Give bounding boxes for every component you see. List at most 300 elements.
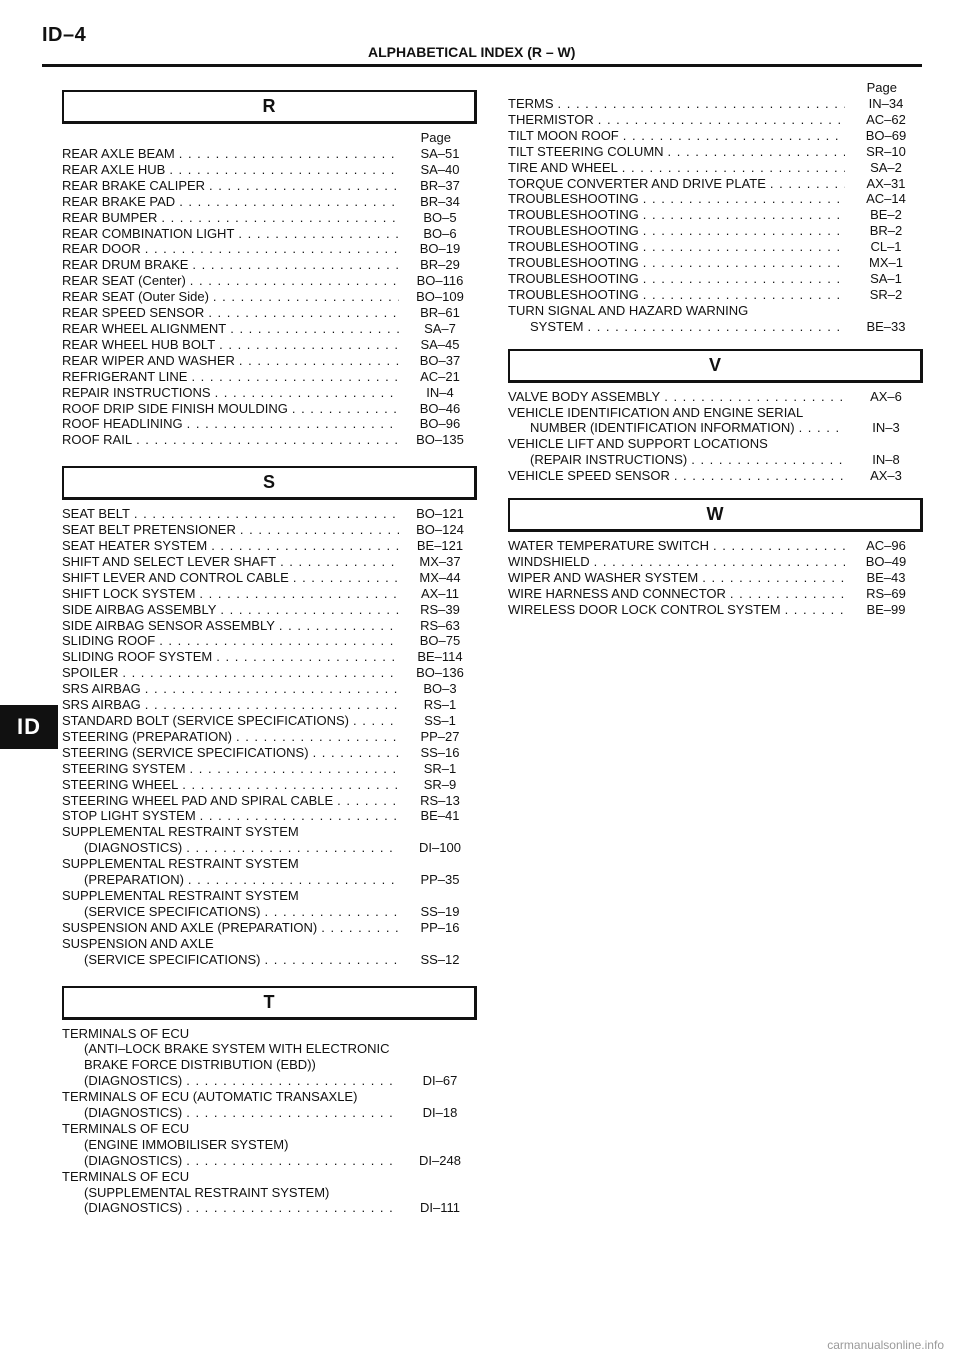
dot-leader xyxy=(134,506,399,522)
index-entry-name: STEERING WHEEL PAD AND SPIRAL CABLE xyxy=(62,792,334,808)
index-entry[interactable] xyxy=(62,618,477,634)
index-entry-page: IN–3 xyxy=(872,420,900,436)
page-title: ALPHABETICAL INDEX (R – W) xyxy=(368,44,576,60)
dot-leader xyxy=(220,602,399,618)
index-entry-name: REAR BRAKE PAD xyxy=(62,193,176,209)
index-entry[interactable] xyxy=(62,793,477,809)
index-entry-name: SLIDING ROOF xyxy=(62,633,156,649)
dot-leader xyxy=(594,554,845,570)
section-w-entries xyxy=(508,538,923,618)
right-column xyxy=(508,80,923,618)
index-entry-name: TORQUE CONVERTER AND DRIVE PLATE xyxy=(508,175,766,191)
index-entry[interactable] xyxy=(508,452,923,468)
index-entry-name: REPAIR INSTRUCTIONS xyxy=(62,384,211,400)
index-entry[interactable] xyxy=(508,176,923,192)
dot-leader xyxy=(190,273,399,289)
index-entry-page: BO–6 xyxy=(423,225,457,241)
dot-leader xyxy=(199,586,399,602)
index-entry-name: SHIFT LEVER AND CONTROL CABLE xyxy=(62,569,289,585)
index-entry[interactable] xyxy=(508,128,923,144)
index-entry-page: SA–1 xyxy=(870,270,902,286)
dot-leader xyxy=(179,146,399,162)
dot-leader xyxy=(702,570,845,586)
index-entry-page: SR–9 xyxy=(423,776,457,792)
index-entry-name: (DIAGNOSTICS) xyxy=(84,1073,183,1089)
dot-leader xyxy=(145,697,399,713)
index-entry[interactable] xyxy=(62,416,477,432)
index-entry-name: (PREPARATION) xyxy=(84,872,184,888)
header-rule xyxy=(42,64,922,67)
dot-leader xyxy=(215,385,399,401)
dot-leader xyxy=(643,207,845,223)
dot-leader xyxy=(182,777,399,793)
index-entry-name: REAR DRUM BRAKE xyxy=(62,257,189,273)
index-entry-name: TROUBLESHOOTING xyxy=(508,255,639,271)
dot-leader xyxy=(211,538,399,554)
index-entry-page: RS–39 xyxy=(420,601,460,617)
index-entry-line: SUPPLEMENTAL RESTRAINT SYSTEM xyxy=(62,824,299,840)
watermark: carmanualsonline.info xyxy=(827,1338,944,1352)
index-entry-line: VEHICLE LIFT AND SUPPORT LOCATIONS xyxy=(508,436,768,452)
dot-leader xyxy=(353,713,399,729)
index-entry[interactable] xyxy=(62,194,477,210)
dot-leader xyxy=(668,144,845,160)
dot-leader xyxy=(643,287,845,303)
index-entry-name: REAR AXLE HUB xyxy=(62,161,166,177)
index-entry[interactable] xyxy=(508,96,923,112)
dot-leader xyxy=(236,729,399,745)
index-entry[interactable] xyxy=(62,226,477,242)
index-entry-page: SR–1 xyxy=(423,760,457,776)
index-entry-name: REAR DOOR xyxy=(62,241,141,257)
dot-leader xyxy=(240,522,399,538)
index-entry-page: BO–109 xyxy=(416,289,464,305)
dot-leader xyxy=(623,128,845,144)
index-entry[interactable] xyxy=(508,112,923,128)
section-t-entries xyxy=(62,1026,477,1217)
index-entry[interactable] xyxy=(62,633,477,649)
dot-leader xyxy=(643,255,845,271)
dot-leader xyxy=(169,162,399,178)
index-entry-page: RS–13 xyxy=(420,792,460,808)
section-r-entries xyxy=(62,146,477,448)
index-entry-name: SRS AIRBAG xyxy=(62,681,141,697)
index-entry-page: DI–248 xyxy=(419,1152,461,1168)
index-entry-line: (ENGINE IMMOBILISER SYSTEM) xyxy=(84,1136,289,1152)
index-entry-line: SUPPLEMENTAL RESTRAINT SYSTEM xyxy=(62,856,299,872)
index-entry-name: REAR BUMPER xyxy=(62,209,158,225)
section-header-v: V xyxy=(508,349,923,383)
dot-leader xyxy=(186,840,399,856)
index-entry[interactable] xyxy=(508,420,923,436)
index-entry-name: SHIFT LOCK SYSTEM xyxy=(62,585,196,601)
index-entry-name: WIRELESS DOOR LOCK CONTROL SYSTEM xyxy=(508,601,781,617)
dot-leader xyxy=(713,538,845,554)
index-entry[interactable] xyxy=(62,729,477,745)
section-header-t: T xyxy=(62,986,477,1020)
index-entry-line: TERMINALS OF ECU xyxy=(62,1120,190,1136)
index-entry-name: SYSTEM xyxy=(530,318,584,334)
index-entry-name: (REPAIR INSTRUCTIONS) xyxy=(530,452,688,468)
index-entry[interactable] xyxy=(508,468,923,484)
index-entry-name: REAR SPEED SENSOR xyxy=(62,305,205,321)
index-entry[interactable] xyxy=(62,665,477,681)
index-entry[interactable] xyxy=(62,1200,477,1216)
dot-leader xyxy=(799,420,845,436)
index-entry-page: BO–135 xyxy=(416,432,464,448)
index-entry[interactable] xyxy=(62,920,477,936)
index-entry-page: AX–3 xyxy=(870,468,902,484)
index-entry-line: SUSPENSION AND AXLE xyxy=(62,935,214,951)
dot-leader xyxy=(643,191,845,207)
index-entry[interactable] xyxy=(62,761,477,777)
dot-leader xyxy=(200,808,399,824)
dot-leader xyxy=(293,570,399,586)
index-entry-name: STEERING SYSTEM xyxy=(62,760,186,776)
index-entry-name: REAR SEAT (Center) xyxy=(62,273,186,289)
index-entry-name: TROUBLESHOOTING xyxy=(508,286,639,302)
index-entry[interactable] xyxy=(62,1073,477,1089)
index-entry-name: NUMBER (IDENTIFICATION INFORMATION) xyxy=(530,420,795,436)
index-entry[interactable] xyxy=(62,178,477,194)
index-entry-line: (ANTI–LOCK BRAKE SYSTEM WITH ELECTRONIC xyxy=(84,1041,390,1057)
dot-leader xyxy=(643,239,845,255)
index-entry-page: AX–6 xyxy=(870,388,902,404)
index-entry-name: REAR AXLE BEAM xyxy=(62,146,175,161)
index-entry[interactable] xyxy=(508,144,923,160)
index-entry-line: TERMINALS OF ECU (AUTOMATIC TRANSAXLE) xyxy=(62,1089,358,1105)
index-entry[interactable] xyxy=(62,273,477,289)
index-entry-page: BO–49 xyxy=(865,553,907,569)
index-entry[interactable] xyxy=(508,223,923,239)
section-v-entries xyxy=(508,389,923,484)
index-entry-line: TURN SIGNAL AND HAZARD WARNING xyxy=(508,302,749,318)
index-entry[interactable] xyxy=(62,713,477,729)
index-entry[interactable] xyxy=(508,538,923,554)
index-entry-name: (DIAGNOSTICS) xyxy=(84,1200,183,1216)
dot-leader xyxy=(186,1200,399,1216)
index-entry-name: STEERING (PREPARATION) xyxy=(62,728,232,744)
dot-leader xyxy=(587,319,845,335)
index-entry-name: SEAT BELT PRETENSIONER xyxy=(62,522,236,538)
dot-leader xyxy=(216,649,399,665)
dot-leader xyxy=(238,226,399,242)
index-entry-page: BR–37 xyxy=(420,177,460,193)
index-entry-name: REAR WHEEL ALIGNMENT xyxy=(62,320,227,336)
index-entry[interactable] xyxy=(62,872,477,888)
index-entry-page: SR–2 xyxy=(869,286,903,302)
index-entry[interactable] xyxy=(508,554,923,570)
index-entry-page: RS–1 xyxy=(423,697,457,713)
index-entry[interactable] xyxy=(62,146,477,162)
index-entry-page: SA–40 xyxy=(420,161,460,177)
index-entry[interactable] xyxy=(62,904,477,920)
index-entry-line: TERMINALS OF ECU xyxy=(62,1025,190,1041)
index-entry-name: SIDE AIRBAG ASSEMBLY xyxy=(62,601,217,617)
dot-leader xyxy=(239,353,399,369)
index-entry-page: BR–34 xyxy=(420,193,460,209)
dot-leader xyxy=(643,271,845,287)
index-entry-page: MX–37 xyxy=(419,553,461,569)
index-entry-page: PP–35 xyxy=(420,872,460,888)
index-entry-page: BE–121 xyxy=(416,538,464,554)
index-entry-name: WIRE HARNESS AND CONNECTOR xyxy=(508,585,726,601)
index-entry-name: STEERING WHEEL xyxy=(62,776,179,792)
index-entry-page: SS–12 xyxy=(420,951,460,967)
index-entry-name: (SERVICE SPECIFICATIONS) xyxy=(84,951,261,967)
section-header-r: R xyxy=(62,90,477,124)
dot-leader xyxy=(179,194,399,210)
index-entry-name: ROOF HEADLINING xyxy=(62,416,183,432)
index-entry-name: VALVE BODY ASSEMBLY xyxy=(508,388,661,404)
index-entry-page: BO–96 xyxy=(419,416,461,432)
index-entry-page: DI–111 xyxy=(420,1200,460,1216)
index-entry-page: SS–19 xyxy=(420,903,460,919)
dot-leader xyxy=(192,257,399,273)
index-entry-line: (SUPPLEMENTAL RESTRAINT SYSTEM) xyxy=(84,1184,330,1200)
dot-leader xyxy=(279,618,399,634)
index-entry[interactable] xyxy=(62,649,477,665)
index-entry-page: BO–19 xyxy=(419,241,461,257)
index-entry[interactable] xyxy=(62,210,477,226)
index-entry[interactable] xyxy=(62,808,477,824)
index-entry-page: DI–100 xyxy=(419,840,461,856)
index-entry-name: TROUBLESHOOTING xyxy=(508,207,639,223)
index-entry-page: DI–67 xyxy=(422,1073,458,1089)
dot-leader xyxy=(213,289,399,305)
index-entry[interactable] xyxy=(508,287,923,303)
index-entry[interactable] xyxy=(62,1153,477,1169)
index-entry-name: SIDE AIRBAG SENSOR ASSEMBLY xyxy=(62,617,275,633)
index-entry-page: SA–7 xyxy=(424,320,456,336)
index-entry-page: PP–27 xyxy=(420,728,460,744)
index-entry-page: AC–96 xyxy=(866,538,906,554)
index-entry[interactable] xyxy=(62,506,477,522)
dot-leader xyxy=(785,602,845,618)
index-entry-page: BE–41 xyxy=(420,808,460,824)
index-entry[interactable] xyxy=(508,160,923,176)
dot-leader xyxy=(313,745,399,761)
index-entry-page: AC–62 xyxy=(866,111,906,127)
index-entry[interactable] xyxy=(62,538,477,554)
index-entry[interactable] xyxy=(508,319,923,335)
dot-leader xyxy=(265,904,400,920)
index-entry[interactable] xyxy=(62,745,477,761)
index-entry-page: BO–3 xyxy=(423,681,457,697)
index-entry-page: BO–136 xyxy=(416,665,464,681)
section-s-entries xyxy=(62,506,477,967)
dot-leader xyxy=(230,321,399,337)
index-entry[interactable] xyxy=(508,586,923,602)
index-entry-page: SA–45 xyxy=(420,336,460,352)
index-entry-name: SLIDING ROOF SYSTEM xyxy=(62,649,213,665)
index-entry-name: ROOF DRIP SIDE FINISH MOULDING xyxy=(62,400,288,416)
section-t-right-entries xyxy=(508,96,923,335)
dot-leader xyxy=(186,1105,399,1121)
index-entry[interactable] xyxy=(62,289,477,305)
index-entry-name: TROUBLESHOOTING xyxy=(508,270,639,286)
index-entry[interactable] xyxy=(508,239,923,255)
index-entry[interactable] xyxy=(62,522,477,538)
index-entry-page: BO–5 xyxy=(423,209,457,225)
index-entry-name: (DIAGNOSTICS) xyxy=(84,1152,183,1168)
index-entry[interactable] xyxy=(62,321,477,337)
index-entry-page: DI–18 xyxy=(422,1105,458,1121)
dot-leader xyxy=(622,160,845,176)
page-column-header: Page xyxy=(420,130,451,145)
index-entry-name: TILT MOON ROOF xyxy=(508,127,619,143)
index-entry-page: IN–4 xyxy=(426,384,454,400)
page-column-header-right: Page xyxy=(866,80,897,95)
index-entry-page: RS–63 xyxy=(420,617,460,633)
index-entry[interactable] xyxy=(62,554,477,570)
dot-leader xyxy=(145,241,399,257)
index-entry-name: VEHICLE SPEED SENSOR xyxy=(508,468,670,484)
index-entry-name: (DIAGNOSTICS) xyxy=(84,1105,183,1121)
index-entry-page: BO–69 xyxy=(865,127,907,143)
index-entry[interactable] xyxy=(62,401,477,417)
index-entry[interactable] xyxy=(62,353,477,369)
dot-leader xyxy=(265,952,400,968)
index-entry[interactable] xyxy=(508,271,923,287)
index-entry-name: WIPER AND WASHER SYSTEM xyxy=(508,569,699,585)
index-entry-page: MX–44 xyxy=(419,569,461,585)
index-entry-page: AC–14 xyxy=(866,191,906,207)
index-entry-page: SS–1 xyxy=(424,713,456,728)
index-entry-name: REAR BRAKE CALIPER xyxy=(62,177,206,193)
index-entry-name: TROUBLESHOOTING xyxy=(508,223,639,239)
index-entry-name: TILT STEERING COLUMN xyxy=(508,143,664,159)
dot-leader xyxy=(186,1153,399,1169)
index-entry-page: BE–43 xyxy=(866,569,906,585)
index-entry-name: SPOILER xyxy=(62,665,119,681)
index-entry-page: BO–116 xyxy=(416,273,464,289)
index-entry[interactable] xyxy=(508,389,923,405)
index-entry-page: SS–16 xyxy=(420,744,460,760)
index-entry-line: TERMINALS OF ECU xyxy=(62,1168,190,1184)
index-entry[interactable] xyxy=(62,1105,477,1121)
index-entry[interactable] xyxy=(62,385,477,401)
index-entry[interactable] xyxy=(508,207,923,223)
index-entry-name: STANDARD BOLT (SERVICE SPECIFICATIONS) xyxy=(62,713,350,728)
index-entry[interactable] xyxy=(62,337,477,353)
index-entry-page: MX–1 xyxy=(869,255,903,271)
index-entry-name: SUSPENSION AND AXLE (PREPARATION) xyxy=(62,919,318,935)
index-entry-name: THERMISTOR xyxy=(508,111,594,127)
index-entry-name: SEAT BELT xyxy=(62,506,130,522)
index-entry-page: BO–37 xyxy=(419,352,461,368)
index-entry-name: REAR COMBINATION LIGHT xyxy=(62,225,235,241)
index-entry-page: BE–114 xyxy=(417,649,463,665)
index-entry[interactable] xyxy=(62,369,477,385)
index-entry[interactable] xyxy=(62,602,477,618)
index-entry-name: TERMS xyxy=(508,96,554,111)
index-entry-name: SRS AIRBAG xyxy=(62,697,141,713)
index-entry[interactable] xyxy=(62,305,477,321)
index-entry-page: BO–121 xyxy=(416,506,464,522)
index-entry-name: WATER TEMPERATURE SWITCH xyxy=(508,538,710,554)
index-entry-name: STEERING (SERVICE SPECIFICATIONS) xyxy=(62,744,309,760)
index-entry-page: BR–29 xyxy=(420,257,460,273)
page-id: ID–4 xyxy=(42,24,87,46)
index-entry[interactable] xyxy=(62,162,477,178)
index-entry-name: REAR WHEEL HUB BOLT xyxy=(62,336,216,352)
index-entry-page: BR–2 xyxy=(869,223,903,239)
index-entry-page: BR–61 xyxy=(420,305,460,321)
dot-leader xyxy=(674,468,845,484)
index-entry[interactable] xyxy=(508,255,923,271)
index-entry-page: BO–124 xyxy=(416,522,464,538)
index-entry-page: AC–21 xyxy=(420,368,460,384)
index-entry[interactable] xyxy=(62,697,477,713)
index-entry[interactable] xyxy=(62,432,477,448)
index-entry-name: ROOF RAIL xyxy=(62,432,133,448)
dot-leader xyxy=(159,633,399,649)
index-entry[interactable] xyxy=(62,257,477,273)
index-entry-page: AX–11 xyxy=(420,585,460,601)
dot-leader xyxy=(136,432,399,448)
dot-leader xyxy=(321,920,399,936)
index-entry-name: (DIAGNOSTICS) xyxy=(84,840,183,856)
dot-leader xyxy=(292,401,399,417)
index-entry-name: WINDSHIELD xyxy=(508,553,590,569)
index-entry[interactable] xyxy=(62,241,477,257)
index-entry-page: BE–33 xyxy=(866,318,906,334)
dot-leader xyxy=(209,178,399,194)
dot-leader xyxy=(280,554,399,570)
dot-leader xyxy=(643,223,845,239)
dot-leader xyxy=(558,96,846,112)
dot-leader xyxy=(186,1073,399,1089)
index-entry-name: STOP LIGHT SYSTEM xyxy=(62,808,196,824)
index-entry-page: PP–16 xyxy=(420,919,460,935)
dot-leader xyxy=(190,761,399,777)
index-entry-page: IN–34 xyxy=(868,96,904,111)
index-entry[interactable] xyxy=(508,191,923,207)
dot-leader xyxy=(770,176,845,192)
index-entry[interactable] xyxy=(508,570,923,586)
dot-leader xyxy=(664,389,845,405)
dot-leader xyxy=(219,337,399,353)
chapter-tab[interactable]: ID xyxy=(0,705,58,749)
index-entry[interactable] xyxy=(62,840,477,856)
index-entry-name: REAR SEAT (Outer Side) xyxy=(62,289,209,305)
dot-leader xyxy=(161,210,399,226)
index-entry-name: TROUBLESHOOTING xyxy=(508,239,639,255)
section-header-s: S xyxy=(62,466,477,500)
index-entry[interactable] xyxy=(62,681,477,697)
index-entry-name: SHIFT AND SELECT LEVER SHAFT xyxy=(62,553,277,569)
dot-leader xyxy=(208,305,399,321)
index-entry[interactable] xyxy=(62,586,477,602)
index-entry-page: BO–46 xyxy=(419,400,461,416)
dot-leader xyxy=(145,681,399,697)
index-entry-name: REFRIGERANT LINE xyxy=(62,368,188,384)
dot-leader xyxy=(598,112,845,128)
index-entry[interactable] xyxy=(62,952,477,968)
dot-leader xyxy=(187,416,399,432)
index-entry-page: IN–8 xyxy=(872,452,900,468)
index-entry-line: VEHICLE IDENTIFICATION AND ENGINE SERIAL xyxy=(508,404,804,420)
index-entry-name: REAR WIPER AND WASHER xyxy=(62,352,235,368)
dot-leader xyxy=(337,793,399,809)
index-entry[interactable] xyxy=(62,570,477,586)
index-entry-page: SA–2 xyxy=(870,159,902,175)
index-entry[interactable] xyxy=(508,602,923,618)
index-entry[interactable] xyxy=(62,777,477,793)
index-entry-page: RS–69 xyxy=(866,585,906,601)
section-header-w: W xyxy=(508,498,923,532)
